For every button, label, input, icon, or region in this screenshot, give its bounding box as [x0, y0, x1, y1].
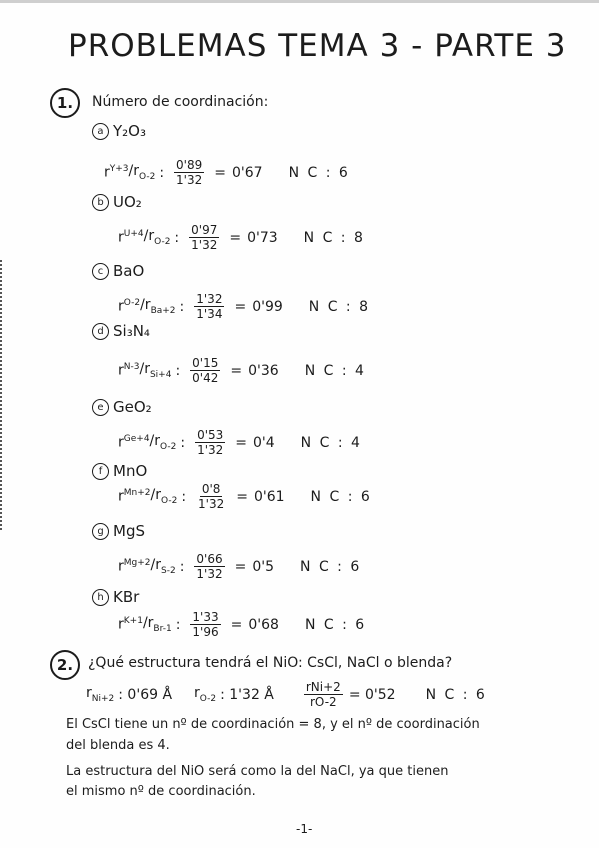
- ratio-rhs: $/r_{O-2}$: [128, 163, 156, 182]
- ratio-lhs: $r^{Mg+2}$: [118, 558, 151, 575]
- item-label-h: [92, 588, 139, 606]
- equals-sign: =: [230, 616, 243, 633]
- compound-formula: GeO₂: [113, 398, 152, 416]
- ratio-row-f: [118, 482, 372, 511]
- ratio-rhs: $/r_{Si+4}$: [139, 361, 172, 380]
- equals-sign: :: [159, 164, 165, 181]
- ratio-result: 0'99: [252, 298, 283, 315]
- ratio-row-e: [118, 428, 362, 457]
- item-letter: g: [92, 523, 109, 540]
- item-label-f: [92, 462, 147, 480]
- equals-sign: :: [180, 434, 186, 451]
- ratio-rhs: $/r_{O-2}$: [149, 433, 177, 452]
- equals-sign: =: [235, 434, 247, 451]
- equals-sign: =: [214, 164, 226, 181]
- problem-2-number: 2.: [50, 650, 80, 680]
- compound-formula: Y₂O₃: [113, 122, 146, 140]
- compound-formula: KBr: [113, 588, 140, 606]
- coordination-number: N C : 4: [304, 362, 366, 379]
- binding-edge: [0, 260, 5, 530]
- ratio-result: 0'68: [248, 616, 279, 633]
- coordination-number: N C : 8: [308, 298, 370, 315]
- ratio-lhs: $r^{Mn+2}$: [118, 488, 151, 505]
- page-number: -1-: [296, 822, 313, 836]
- item-label-c: [92, 262, 144, 280]
- ratio-result: 0'5: [252, 558, 275, 575]
- coordination-number: N C : 6: [300, 558, 362, 575]
- item-label-e: [92, 398, 152, 416]
- ratio-lhs: $r^{N-3}$: [118, 362, 140, 379]
- ratio-result: 0'73: [247, 229, 278, 246]
- item-letter: h: [92, 589, 109, 606]
- ratio-lhs: $r^{O-2}$: [118, 298, 141, 315]
- ratio-fraction: $\frac{0'97}{1'32}$: [191, 223, 218, 252]
- ratio-fraction: $\frac{0'89}{1'32}$: [176, 158, 203, 187]
- ratio-rhs: $/r_{Ba+2}$: [140, 297, 176, 316]
- equals-sign: :: [179, 558, 185, 575]
- top-border: [0, 0, 599, 3]
- item-label-g: [92, 522, 145, 540]
- ratio-rhs: $/r_{Br-1}$: [142, 615, 172, 634]
- ratio-result: 0'67: [231, 164, 263, 181]
- problem-2-data: [86, 680, 487, 709]
- equals-sign: :: [179, 298, 185, 315]
- ratio-fraction: $\frac{0'15}{0'42}$: [192, 356, 219, 385]
- item-label-b: [92, 193, 142, 211]
- answer-line-4: el mismo nº de coordinación.: [66, 784, 256, 799]
- item-letter: f: [92, 463, 109, 480]
- equals-sign: =: [229, 229, 242, 246]
- r-ni-value: : 0'69 Å: [118, 686, 173, 703]
- ratio-rhs: $/r_{S-2}$: [150, 557, 176, 576]
- ratio-rhs: $/r_{O-2}$: [150, 487, 178, 506]
- r-o-label: $r_{O-2}$: [194, 685, 217, 704]
- ratio-result: 0'4: [253, 434, 275, 451]
- ratio-fraction: $\frac{0'8}{1'32}$: [198, 482, 225, 511]
- problem-1-heading: Número de coordinación:: [92, 94, 269, 110]
- coordination-number: N C : 6: [288, 164, 350, 181]
- ratio-result: = 0'52: [348, 686, 396, 703]
- ratio-lhs: $r^{U+4}$: [118, 229, 144, 246]
- item-label-d: [92, 322, 150, 340]
- item-label-a: [92, 122, 146, 140]
- compound-formula: BaO: [113, 262, 145, 280]
- equals-sign: :: [174, 229, 180, 246]
- problem-2-question: ¿Qué estructura tendrá el NiO: CsCl, NaCl o blenda?: [88, 655, 453, 671]
- ratio-row-g: [118, 552, 361, 581]
- ratio-result: 0'36: [248, 362, 279, 379]
- compound-formula: MgS: [113, 522, 145, 540]
- coordination-number: N C : 6: [310, 488, 372, 505]
- answer-line-1: El CsCl tiene un nº de coordinación = 8, y el nº de coordinación: [66, 717, 480, 732]
- ratio-row-d: [118, 356, 366, 385]
- coordination-number: N C : 8: [303, 229, 365, 246]
- ratio-row-c: [118, 292, 370, 321]
- ratio-fraction: $\frac{1'33}{1'96}$: [192, 610, 219, 639]
- ratio-fraction: $\frac{0'53}{1'32}$: [197, 428, 224, 457]
- ratio-rhs: $/r_{O-2}$: [143, 228, 171, 247]
- r-o-value: : 1'32 Å: [220, 686, 274, 703]
- equals-sign: =: [236, 488, 248, 505]
- equals-sign: =: [230, 362, 243, 379]
- equals-sign: :: [181, 488, 187, 505]
- item-letter: b: [92, 194, 109, 211]
- problem-1-number: 1.: [50, 88, 80, 118]
- ratio-fraction: $\frac{0'66}{1'32}$: [196, 552, 223, 581]
- ratio-fraction: $\frac{1'32}{1'34}$: [196, 292, 223, 321]
- coordination-number: N C : 6: [304, 616, 367, 633]
- radius-ratio-fraction: $\frac{\text{rNi+2}}{rO-2}$: [305, 680, 341, 709]
- compound-formula: Si₃N₄: [113, 322, 150, 340]
- coordination-number: N C : 6: [425, 686, 487, 703]
- item-letter: d: [92, 323, 109, 340]
- ratio-result: 0'61: [253, 488, 285, 505]
- r-ni-label: $r_{Ni+2}$: [86, 685, 115, 704]
- page-title: PROBLEMAS TEMA 3 - PARTE 3: [68, 28, 567, 64]
- item-letter: e: [92, 399, 109, 416]
- answer-line-2: del blenda es 4.: [66, 738, 170, 753]
- answer-line-3: La estructura del NiO será como la del NaCl, ya que tienen: [66, 764, 449, 779]
- equals-sign: =: [234, 558, 247, 575]
- equals-sign: =: [234, 298, 247, 315]
- item-letter: a: [92, 123, 109, 140]
- ratio-row-a: [104, 158, 350, 187]
- ratio-row-b: [118, 223, 365, 252]
- compound-formula: UO₂: [113, 193, 142, 211]
- ratio-lhs: $r^{Y+3}$: [104, 164, 129, 181]
- compound-formula: MnO: [113, 462, 148, 480]
- equals-sign: :: [175, 362, 181, 379]
- ratio-lhs: $r^{Ge+4}$: [118, 434, 150, 451]
- coordination-number: N C : 4: [300, 434, 362, 451]
- equals-sign: :: [175, 616, 181, 633]
- ratio-lhs: $r^{K+1}$: [118, 616, 143, 633]
- item-letter: c: [92, 263, 109, 280]
- ratio-row-h: [118, 610, 366, 639]
